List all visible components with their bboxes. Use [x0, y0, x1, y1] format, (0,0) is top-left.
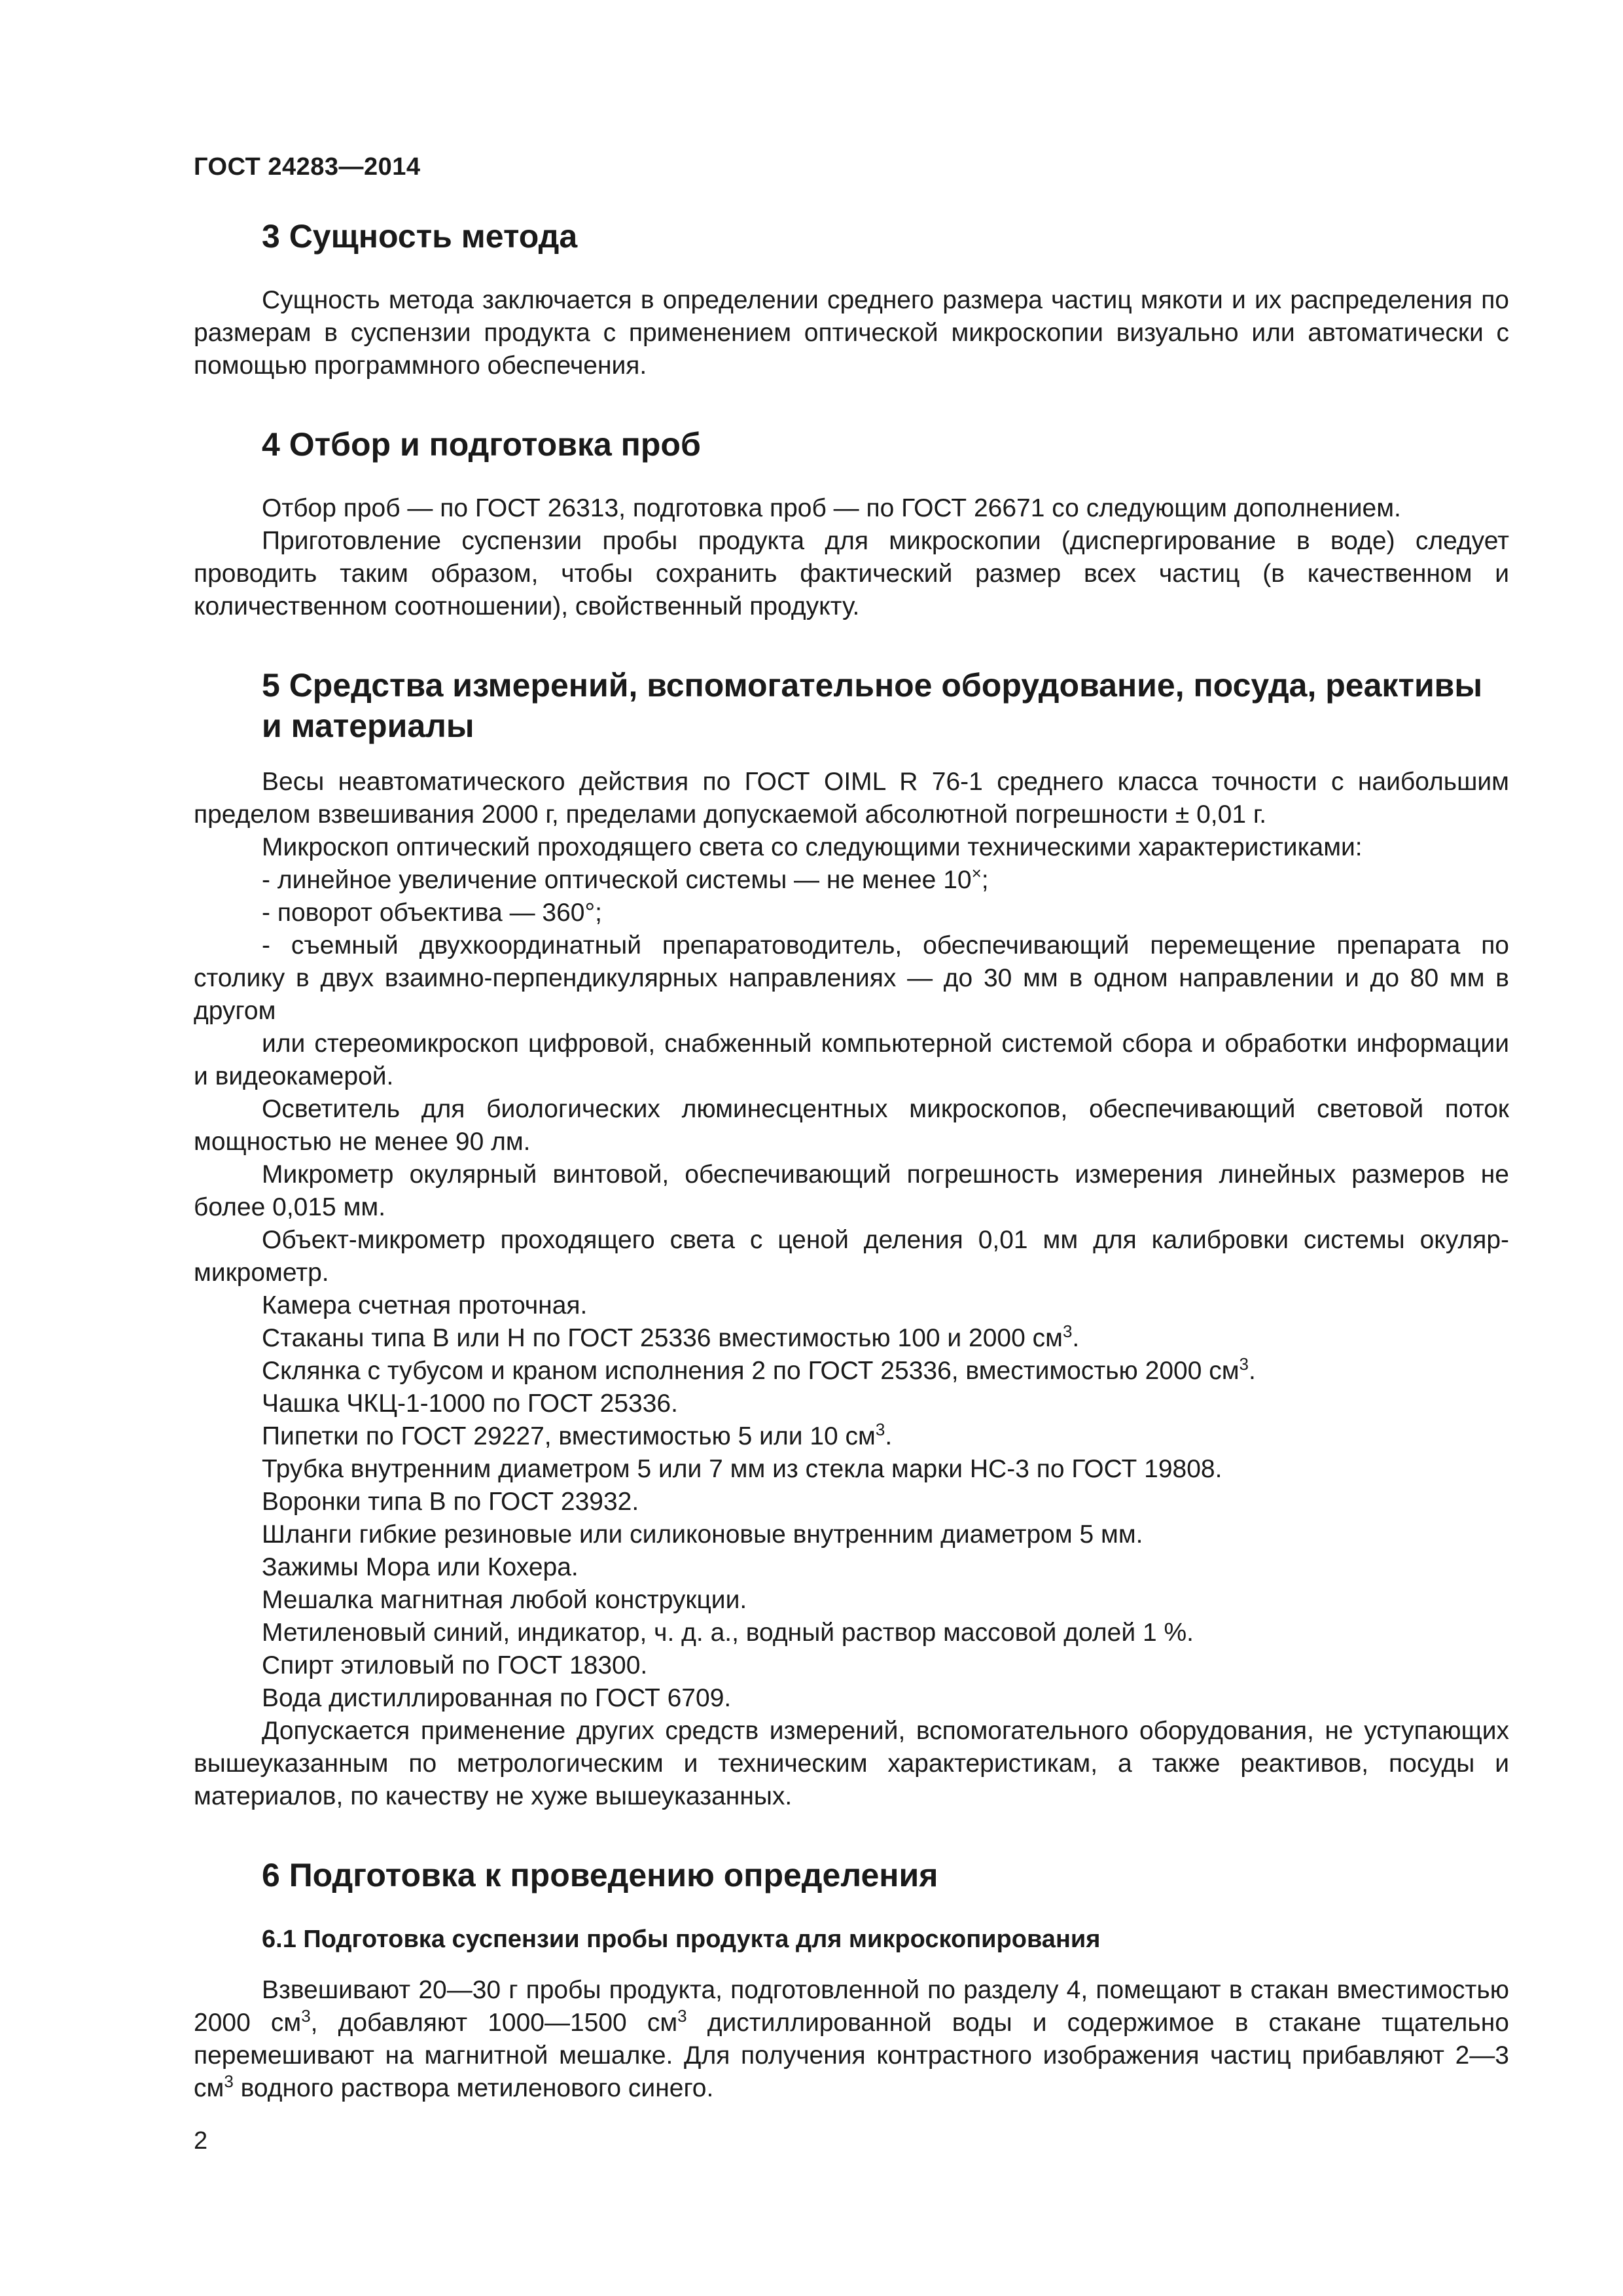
beakers-end: . — [1072, 1324, 1080, 1352]
ethyl-alcohol-item: Спирт этиловый по ГОСТ 18300. — [262, 1651, 648, 1679]
cubic-superscript: 3 — [1062, 1321, 1073, 1341]
weighing-text-c: дистиллированной воды и содержимое в стакане тщательно перемешивают на магнитной мешалке. Для получения контрастного изображения частиц прибавляют 2—3 см — [194, 2009, 1509, 2102]
cubic-superscript: 3 — [301, 2006, 311, 2026]
cubic-superscript: 3 — [677, 2006, 687, 2026]
dish-item: Чашка ЧКЦ-1-1000 по ГОСТ 25336. — [262, 1390, 678, 1418]
spacer — [194, 1813, 1509, 1855]
illuminator-paragraph: Осветитель для биологических люминесцентных микроскопов, обеспечивающий световой поток мощностью не менее 90 лм. — [194, 1095, 1509, 1156]
cubic-superscript: 3 — [1239, 1354, 1249, 1374]
flask-item — [194, 1355, 1509, 1388]
section-4-paragraph-2: Приготовление суспензии пробы продукта для микроскопии (диспергирование в воде) следует проводить таким образом, чтобы сохранить фактический размер всех частиц (в качественном и количественном соотношении), свойственный продукту. — [194, 527, 1509, 620]
section-4-paragraph-1: Отбор проб — по ГОСТ 26313, подготовка проб — по ГОСТ 26671 со следующим дополнением. — [262, 494, 1401, 522]
stirrer-item: Мешалка магнитная любой конструкции. — [262, 1586, 747, 1614]
section-3-title: 3 Сущность метода — [262, 218, 578, 255]
spacer — [194, 623, 1509, 665]
document-body — [194, 216, 1509, 2105]
section-4-title: 4 Отбор и подготовка проб — [262, 426, 701, 463]
section-5-title-line-2: и материалы — [262, 708, 474, 744]
tube-item: Трубка внутренним диаметром 5 или 7 мм из стекла марки НС-3 по ГОСТ 19808. — [262, 1455, 1222, 1483]
page-number: 2 — [194, 2127, 208, 2155]
beakers-text: Стаканы типа В или Н по ГОСТ 25336 вместимостью 100 и 2000 см — [262, 1324, 1063, 1352]
stereomicroscope-paragraph: или стереомикроскоп цифровой, снабженный компьютерной системой сбора и обработки информации и видеокамерой. — [194, 1030, 1509, 1090]
spacer — [194, 382, 1509, 424]
funnels-item: Воронки типа В по ГОСТ 23932. — [262, 1488, 639, 1516]
section-3-paragraph: Сущность метода заключается в определении среднего размера частиц мякоти и их распределения по размерам в суспензии продукта с применением оптической микроскопии визуально или автоматически с помощью программного обеспечения. — [194, 286, 1509, 380]
flask-text: Склянка с тубусом и краном исполнения 2 по ГОСТ 25336, вместимостью 2000 см — [262, 1357, 1240, 1385]
distilled-water-item: Вода дистиллированная по ГОСТ 6709. — [262, 1684, 732, 1712]
subsection-6-1-paragraph — [194, 1974, 1509, 2105]
methylene-blue-item: Метиленовый синий, индикатор, ч. д. а., водный раствор массовой долей 1 %. — [262, 1619, 1194, 1647]
linear-magnification-text: - линейное увеличение оптической системы — не менее 10 — [262, 866, 972, 894]
section-5-title-line-1: 5 Средства измерений, вспомогательное оборудование, посуда, реактивы — [262, 667, 1483, 704]
linear-magnification-end: ; — [981, 866, 989, 894]
pipettes-item — [194, 1420, 1509, 1453]
weighing-text-b: , добавляют 1000—1500 см — [310, 2009, 678, 2037]
pipettes-text: Пипетки по ГОСТ 29227, вместимостью 5 или 10 см — [262, 1422, 876, 1450]
section-5-title — [194, 665, 1509, 746]
substitution-allowed-paragraph: Допускается применение других средств измерений, вспомогательного оборудования, не уступающих вышеуказанным по метрологическим и техническим характеристикам, а также реактивов, посуды и материалов, по качеству не хуже вышеуказанных. — [194, 1717, 1509, 1810]
cubic-superscript: 3 — [875, 1420, 885, 1439]
standard-code-header: ГОСТ 24283—2014 — [194, 153, 421, 181]
weighing-text-a: Взвешивают 20—30 г пробы продукта, подготовленной по разделу 4, помещают в стакан вместимостью 2000 см — [194, 1976, 1509, 2037]
scales-paragraph: Весы неавтоматического действия по ГОСТ OIML R 76-1 среднего класса точности с наибольшим пределом взвешивания 2000 г, пределами допускаемой абсолютной погрешности ± 0,01 г. — [194, 768, 1509, 829]
cubic-superscript: 3 — [224, 2072, 234, 2091]
pipettes-end: . — [885, 1422, 893, 1450]
beakers-item — [194, 1322, 1509, 1355]
ocular-micrometer-paragraph: Микрометр окулярный винтовой, обеспечивающий погрешность измерения линейных размеров не более 0,015 мм. — [194, 1160, 1509, 1221]
subsection-6-1-title: 6.1 Подготовка суспензии пробы продукта для микроскопирования — [262, 1926, 1101, 1953]
weighing-text-d: водного раствора метиленового синего. — [233, 2074, 714, 2102]
microscope-paragraph: Микроскоп оптический проходящего света со следующими техническими характеристиками: — [262, 833, 1363, 861]
hoses-item: Шланги гибкие резиновые или силиконовые внутренним диаметром 5 мм. — [262, 1520, 1143, 1549]
object-micrometer-paragraph: Объект-микрометр проходящего света с ценой деления 0,01 мм для калибровки системы окуляр-микрометр. — [194, 1226, 1509, 1287]
counting-chamber-item: Камера счетная проточная. — [262, 1291, 588, 1319]
linear-magnification-item — [194, 864, 1509, 897]
flask-end: . — [1249, 1357, 1256, 1385]
clamps-item: Зажимы Мора или Кохера. — [262, 1553, 579, 1581]
stage-item: - съемный двухкоординатный препаратоводитель, обеспечивающий перемещение препарата по столику в двух взаимно-перпендикулярных направлениях — до 30 мм в одном направлении и до 80 мм в другом — [194, 931, 1509, 1025]
times-superscript: × — [971, 863, 982, 883]
section-6-title: 6 Подготовка к проведению определения — [262, 1857, 938, 1893]
objective-rotation-item: - поворот объектива — 360°; — [262, 899, 602, 927]
